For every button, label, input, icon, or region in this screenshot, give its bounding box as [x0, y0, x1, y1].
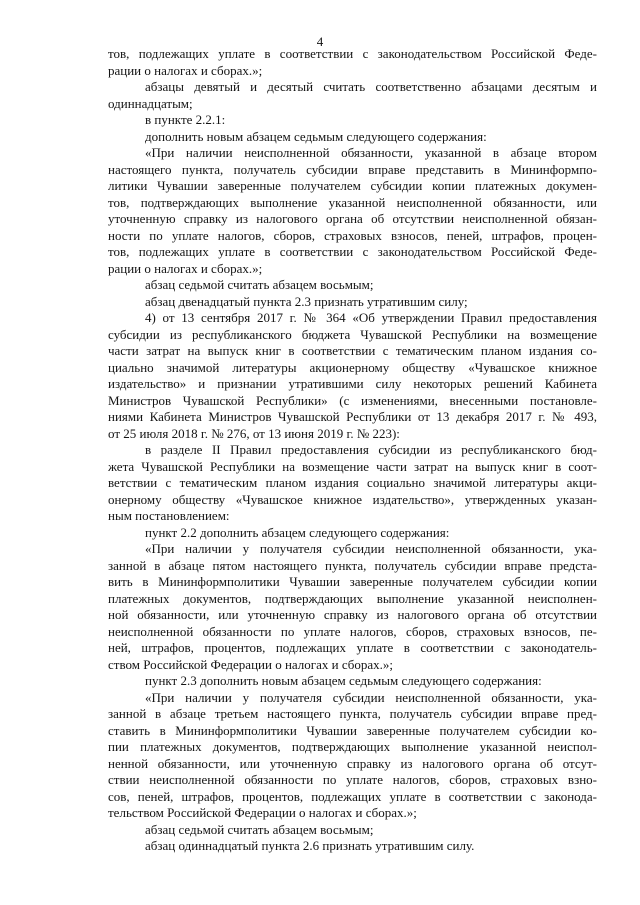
- text-line: ным постановлением:: [108, 508, 230, 523]
- text-line: сов, пеней, штрафов, процентов, подлежащих уплате в соответствии с законода-: [108, 788, 597, 804]
- text-line: ством Российской Федерации о налогах и сборах.»;: [108, 656, 394, 672]
- text-line: жета Чувашской Республики на возмещение части затрат на выпуск книг в соот-: [108, 458, 597, 474]
- text-line: ней, штрафов, процентов, подлежащих уплате в соответствии с законодатель-: [108, 640, 597, 655]
- text-line: абзац седьмой считать абзацем восьмым;: [145, 821, 374, 837]
- text-line: абзацы девятый и десятый считать соответственно абзацами десятым и: [145, 79, 597, 94]
- text-line: тельством Российской Федерации о налогах и сборах.»;: [108, 805, 417, 820]
- text-line: циально значимой литературы акционерному обществу «Чувашское книжное: [108, 359, 597, 375]
- text-line: абзац двенадцатый пункта 2.3 признать утратившим силу;: [145, 293, 468, 309]
- text-line: занной в абзаце пятом настоящего пункта, получатель субсидии вправе предста-: [108, 557, 597, 573]
- text-line: настоящего пункта, получатель субсидии вправе представить в Мининформпо-: [108, 161, 597, 177]
- text-line: «При наличии у получателя субсидии неисполненной обязанности, ука-: [145, 689, 597, 705]
- text-line: платежных документов, подтверждающих выполнение указанной неисполнен-: [108, 590, 597, 606]
- page-number: 4: [316, 34, 324, 49]
- document-body: [108, 46, 597, 855]
- text-line: рации о налогах и сборах.»;: [108, 260, 263, 276]
- text-line: «При наличии неисполненной обязанности, указанной в абзаце втором: [145, 145, 597, 160]
- text-line: субсидии из республиканского бюджета Чувашской Республики на возмещение: [108, 326, 597, 342]
- text-line: пии платежных документов, подтверждающих выполнение указанной неиспол-: [108, 739, 597, 754]
- text-line: абзац одиннадцатый пункта 2.6 признать утратившим силу.: [145, 838, 475, 853]
- text-line: ниями Кабинета Министров Чувашской Республики от 13 декабря 2017 г. № 493,: [108, 409, 597, 424]
- text-line: ветствии с тематическим планом издания социально значимой литературы акци-: [108, 475, 597, 490]
- text-line: «При наличии у получателя субсидии неисполненной обязанности, ука-: [145, 541, 597, 556]
- text-line: части затрат на выпуск книг в соответствии с тематическим планом издания со-: [108, 343, 597, 358]
- text-line: пункт 2.2 дополнить абзацем следующего содержания:: [145, 524, 450, 540]
- text-line: в пункте 2.2.1:: [145, 112, 226, 127]
- text-line: занной в абзаце третьем настоящего пункта, получатель субсидии вправе пред-: [108, 706, 597, 721]
- text-line: от 25 июля 2018 г. № 276, от 13 июня 2019 г. № 223):: [108, 425, 400, 441]
- text-line: тов, подтверждающих выполнение указанной неисполненной обязанности, или: [108, 194, 597, 210]
- text-line: 4) от 13 сентября 2017 г. № 364 «Об утверждении Правил предоставления: [145, 310, 597, 325]
- text-line: онерному обществу «Чувашское книжное издательство», утвержденных указан-: [108, 491, 597, 507]
- text-line: пункт 2.3 дополнить новым абзацем седьмым следующего содержания:: [145, 673, 542, 688]
- text-line: вить в Мининформполитики Чувашии заверенные получателем субсидии копии: [108, 574, 597, 589]
- text-line: неисполненной обязанности по уплате налогов, сборов, страховых взносов, пе-: [108, 623, 597, 639]
- text-line: ненной обязанности, или уточненную справку из налогового органа об отсут-: [108, 755, 597, 771]
- text-line: одиннадцатым;: [108, 95, 193, 111]
- text-line: ствии неисполненной обязанности по уплате налогов, сборов, страховых взно-: [108, 772, 597, 787]
- text-line: ности по уплате налогов, сборов, страховых взносов, пеней, штрафов, процен-: [108, 227, 597, 243]
- text-line: тов, подлежащих уплате в соответствии с законодательством Российской Феде-: [108, 244, 597, 259]
- text-line: Министров Чувашской Республики» (с изменениями, внесенными постановле-: [108, 392, 597, 408]
- text-line: тов, подлежащих уплате в соответствии с законодательством Российской Феде-: [108, 46, 597, 61]
- text-line: рации о налогах и сборах.»;: [108, 62, 263, 78]
- text-line: литики Чувашии заверенные получателем субсидии копии платежных докумен-: [108, 178, 597, 193]
- text-line: ставить в Мининформполитики Чувашии заверенные получателем субсидии ко-: [108, 722, 597, 738]
- text-line: дополнить новым абзацем седьмым следующего содержания:: [145, 128, 487, 144]
- text-line: ной обязанности, или уточненную справку из налогового органа об отсутствии: [108, 607, 597, 622]
- text-line: издательство» и признании утратившими силу некоторых решений Кабинета: [108, 376, 597, 391]
- text-line: уточненную справку из налогового органа об отсутствии неисполненной обязан-: [108, 211, 597, 226]
- text-line: абзац седьмой считать абзацем восьмым;: [145, 277, 374, 292]
- text-line: в разделе II Правил предоставления субсидии из республиканского бюд-: [145, 442, 597, 457]
